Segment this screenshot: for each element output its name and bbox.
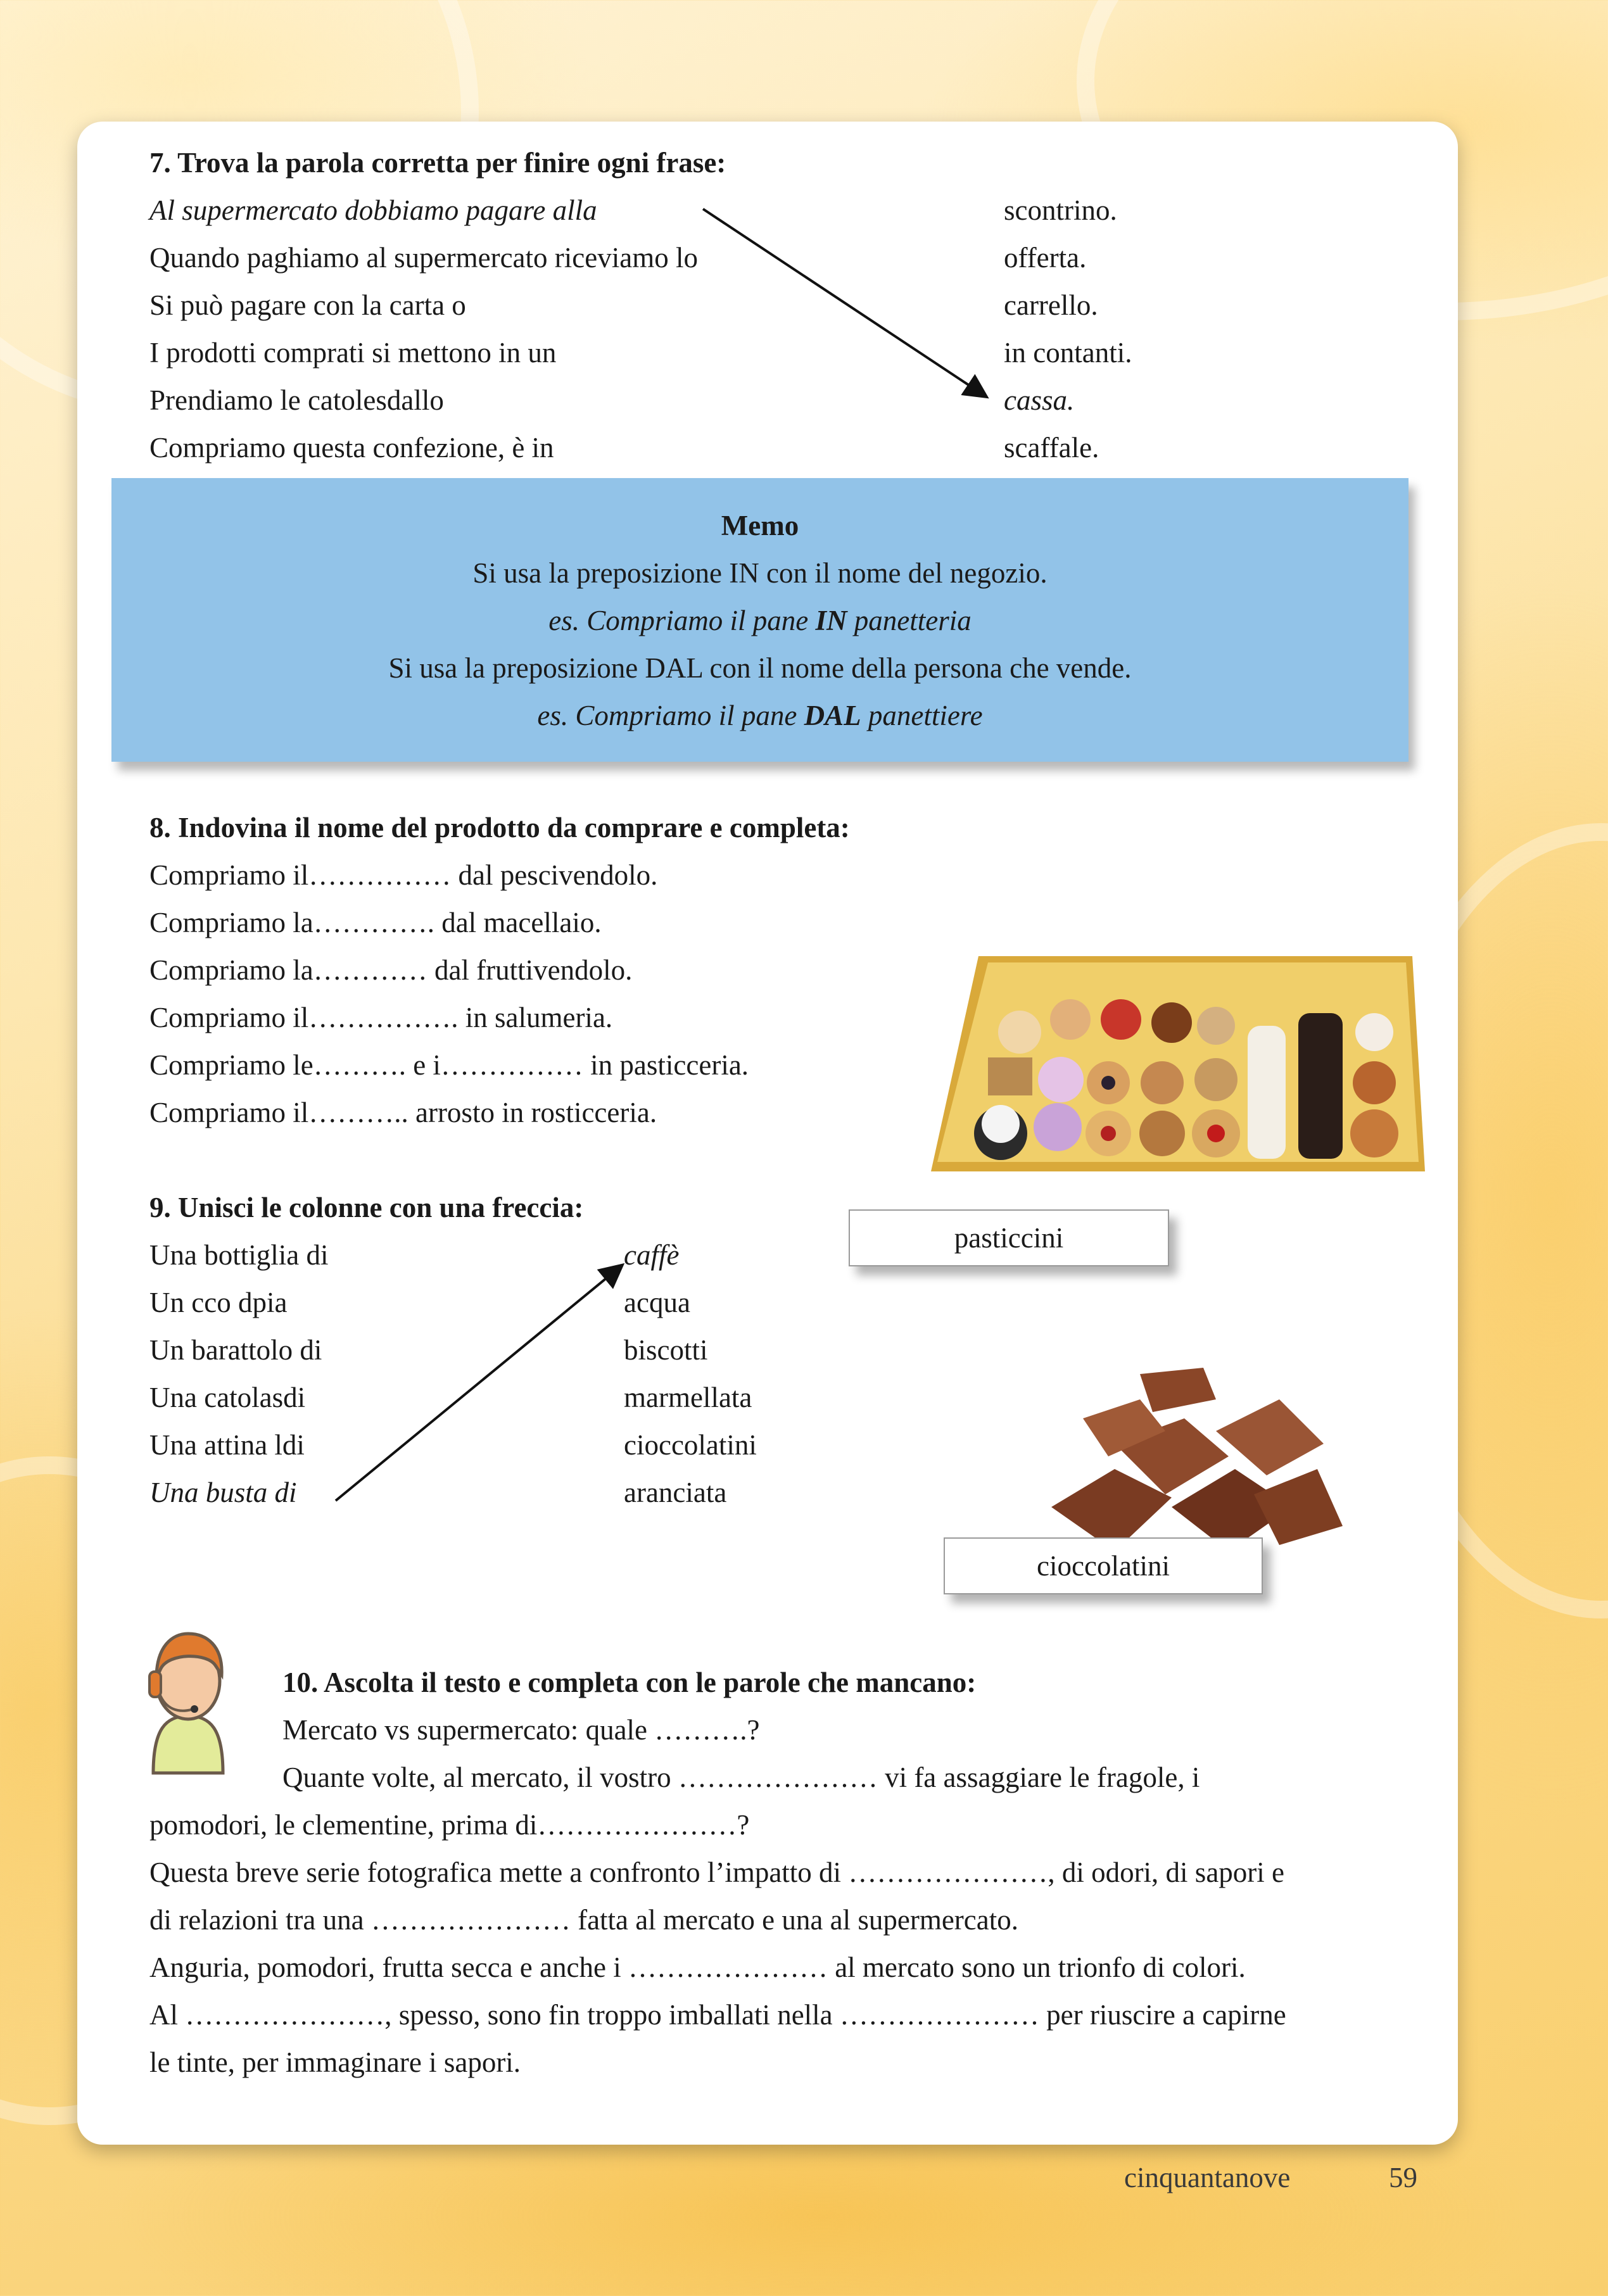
ex9-right-item: cioccolatini xyxy=(624,1429,757,1461)
ex8-line: Compriamo il……….. arrosto in rosticceria. xyxy=(149,1097,657,1128)
ex8-line: Compriamo il……………. in salumeria. xyxy=(149,1002,613,1033)
exercise-7-title: 7. Trova la parola corretta per finire ogni frase: xyxy=(149,147,726,179)
ex10-line: le tinte, per immaginare i sapori. xyxy=(149,2047,521,2078)
ex8-line: Compriamo il…………… dal pescivendolo. xyxy=(149,859,658,891)
memo-example-keyword: IN xyxy=(815,605,847,636)
ex9-left-item: Una busta di xyxy=(149,1477,297,1508)
ex10-line: Mercato vs supermercato: quale ……….? xyxy=(282,1714,760,1746)
memo-box xyxy=(111,478,1409,762)
ex9-right-item: marmellata xyxy=(624,1382,752,1413)
ex9-left-item: Una catolasdi xyxy=(149,1382,306,1413)
ex10-line: Questa breve serie fotografica mette a confronto l’impatto di …………………, di odori, di sapori e xyxy=(149,1857,1285,1888)
ex9-right-item: acqua xyxy=(624,1287,690,1318)
chocolates-label: cioccolatini xyxy=(944,1537,1263,1594)
memo-line: Si usa la preposizione DAL con il nome della persona che vende. xyxy=(388,652,1132,684)
ex9-right-item: aranciata xyxy=(624,1477,727,1508)
pastries-label: pasticcini xyxy=(849,1209,1169,1266)
page-number: 59 xyxy=(1389,2162,1417,2193)
ex10-line: Al …………………, spesso, sono fin troppo imballati nella ………………… per riuscire a capirne xyxy=(149,1999,1286,2031)
ex7-left-item: Prendiamo le catolesdallo xyxy=(149,384,444,416)
ex9-left-item: Un barattolo di xyxy=(149,1334,322,1366)
ex9-left-item: Una bottiglia di xyxy=(149,1239,329,1271)
exercise-10-title: 10. Ascolta il testo e completa con le parole che mancano: xyxy=(282,1667,977,1698)
memo-example xyxy=(111,698,1409,733)
ex7-left-item: Al supermercato dobbiamo pagare alla xyxy=(149,194,597,226)
ex7-left-item: Compriamo questa confezione, è in xyxy=(149,432,554,464)
memo-example-text: panetteria xyxy=(847,605,972,636)
chocolates-image xyxy=(1026,1361,1355,1564)
memo-example-keyword: DAL xyxy=(804,700,861,731)
ex10-line: pomodori, le clementine, prima di…………………? xyxy=(149,1809,750,1841)
ex10-line: di relazioni tra una ………………… fatta al mercato e una al supermercato. xyxy=(149,1904,1018,1936)
memo-example-text: es. Compriamo il pane xyxy=(548,605,816,636)
ex8-line: Compriamo le………. e i…………… in pasticceria. xyxy=(149,1049,749,1081)
exercise-8-title: 8. Indovina il nome del prodotto da comprare e completa: xyxy=(149,812,850,843)
memo-example-text: es. Compriamo il pane xyxy=(537,700,804,731)
headset-person-icon xyxy=(141,1621,236,1779)
ex7-right-item: scontrino. xyxy=(1004,194,1117,226)
page-number-word: cinquantanove xyxy=(1124,2162,1291,2193)
ex7-right-item: in contanti. xyxy=(1004,337,1132,369)
pastries-image xyxy=(918,943,1438,1197)
ex7-right-item: scaffale. xyxy=(1004,432,1099,464)
ex8-line: Compriamo la………… dal fruttivendolo. xyxy=(149,954,633,986)
ex9-right-item: biscotti xyxy=(624,1334,708,1366)
ex10-line: Quante volte, al mercato, il vostro ………………… vi fa assaggiare le fragole, i xyxy=(282,1762,1200,1793)
memo-example xyxy=(111,603,1409,638)
ex7-left-item: Si può pagare con la carta o xyxy=(149,289,466,321)
ex9-left-item: Un cco dpia xyxy=(149,1287,288,1318)
ex7-right-item: cassa. xyxy=(1004,384,1075,416)
memo-line: Si usa la preposizione IN con il nome del negozio. xyxy=(472,557,1048,589)
ex7-left-item: I prodotti comprati si mettono in un xyxy=(149,337,557,369)
ex7-left-item: Quando paghiamo al supermercato riceviamo lo xyxy=(149,242,698,274)
memo-example-text: panettiere xyxy=(861,700,983,731)
memo-title: Memo xyxy=(721,510,799,541)
exercise-9-title: 9. Unisci le colonne con una freccia: xyxy=(149,1192,584,1223)
ex7-right-item: offerta. xyxy=(1004,242,1087,274)
ex8-line: Compriamo la…………. dal macellaio. xyxy=(149,907,602,938)
ex7-right-item: carrello. xyxy=(1004,289,1098,321)
ex9-left-item: Una attina ldi xyxy=(149,1429,305,1461)
ex10-line: Anguria, pomodori, frutta secca e anche i ………………… al mercato sono un trionfo di colori. xyxy=(149,1952,1246,1983)
ex9-right-item: caffè xyxy=(624,1239,680,1271)
